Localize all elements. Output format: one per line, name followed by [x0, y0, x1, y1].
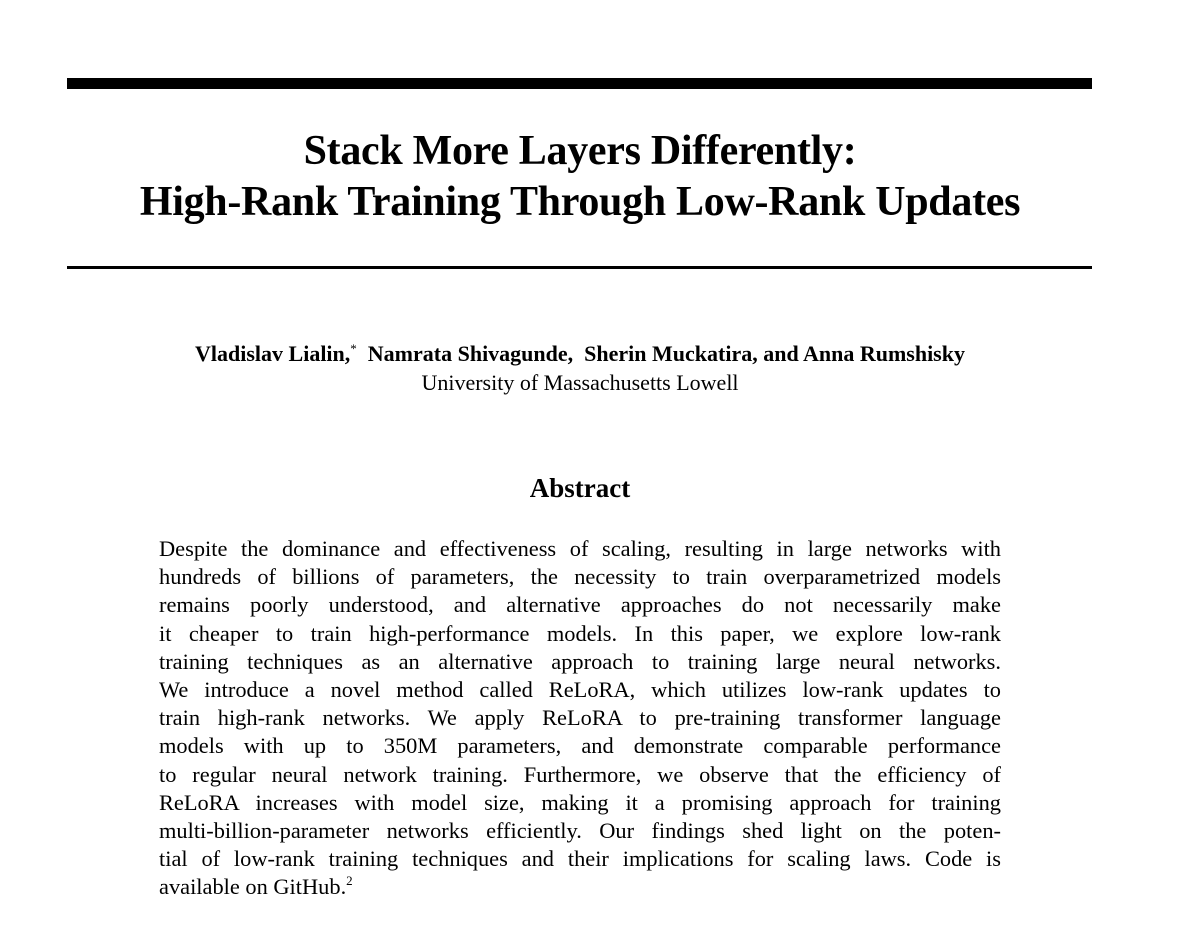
abstract-line: remains poorly understood, and alternative approaches do not necessarily make	[159, 592, 1001, 618]
abstract-body	[159, 535, 1001, 902]
author-1-footnote-mark: *	[350, 341, 357, 356]
paper-title	[0, 126, 1160, 228]
affiliation: University of Massachusetts Lowell	[421, 370, 739, 395]
abstract-line: models with up to 350M parameters, and demonstrate comparable performance	[159, 733, 1001, 759]
abstract-line: hundreds of billions of parameters, the necessity to train overparametrized models	[159, 564, 1001, 590]
top-rule	[67, 78, 1092, 89]
abstract-line: it cheaper to train high-performance models. In this paper, we explore low-rank	[159, 620, 1001, 646]
author-2: Namrata Shivagunde,	[367, 341, 574, 366]
abstract-line: to regular neural network training. Furthermore, we observe that the efficiency of	[159, 761, 1001, 787]
abstract-line: Despite the dominance and effectiveness of scaling, resulting in large networks with	[159, 536, 1001, 561]
title-line-1: Stack More Layers Differently:	[303, 128, 857, 174]
author-1: Vladislav Lialin,	[195, 341, 351, 366]
author-list	[0, 340, 1160, 368]
abstract-last-line	[159, 873, 1001, 901]
abstract-heading: Abstract	[529, 473, 631, 503]
abstract-line: ReLoRA increases with model size, making it a promising approach for training	[159, 789, 1001, 815]
author-3-4: Sherin Muckatira, and Anna Rumshisky	[584, 341, 965, 366]
bottom-rule	[67, 266, 1092, 269]
footnote-mark: 2	[346, 873, 353, 889]
abstract-line: We introduce a novel method called ReLoRA, which utilizes low-rank updates to	[159, 677, 1001, 703]
abstract-line: training techniques as an alternative approach to training large neural networks.	[159, 648, 1001, 674]
abstract-line: tial of low-rank training techniques and their implications for scaling laws. Code is	[159, 846, 1001, 872]
abstract-line-text: available on GitHub.	[159, 874, 347, 900]
abstract-line: multi-billion-parameter networks efficiently. Our findings shed light on the poten-	[159, 818, 1001, 844]
title-line-2: High-Rank Training Through Low-Rank Updates	[139, 179, 1021, 225]
abstract-line: train high-rank networks. We apply ReLoRA to pre-training transformer language	[159, 705, 1001, 731]
